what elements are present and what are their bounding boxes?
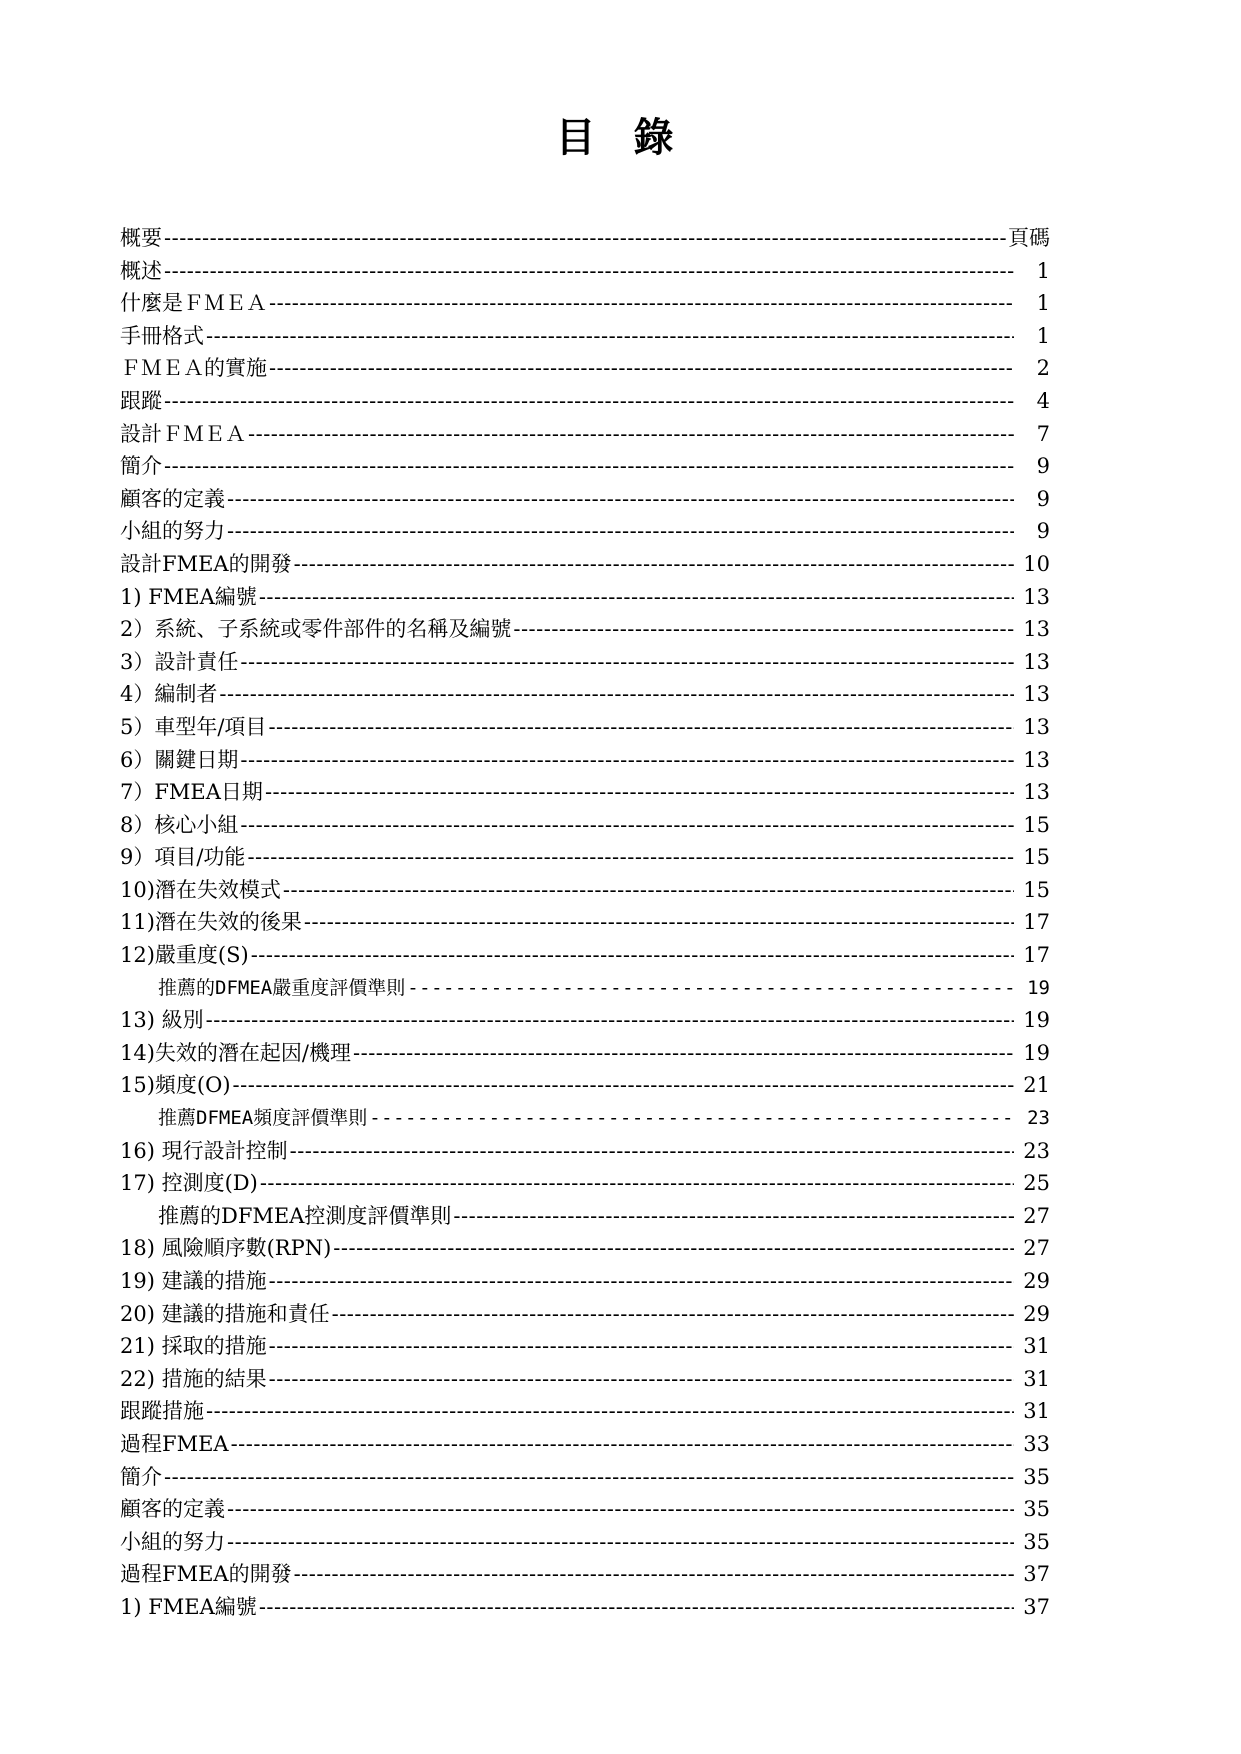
toc-dot-leader (251, 939, 1014, 972)
toc-entry-page-number: 35 (1023, 1497, 1050, 1522)
toc-entry-page-number: 13 (1023, 584, 1050, 609)
toc-entry-label: 手冊格式 (120, 323, 204, 348)
toc-entry-label: 20) 建議的措施和責任 (120, 1301, 330, 1326)
toc-entry[interactable] (120, 287, 1050, 320)
table-of-contents (120, 222, 1050, 1624)
toc-dot-leader (164, 385, 1014, 418)
toc-entry-page-number: 9 (1036, 454, 1050, 479)
toc-entry-label: 3）設計責任 (120, 649, 239, 674)
toc-entry-label: 簡介 (120, 1464, 162, 1489)
toc-entry[interactable] (120, 776, 1050, 809)
toc-entry[interactable] (120, 255, 1050, 288)
toc-entry-page-number: 31 (1023, 1399, 1050, 1424)
toc-entry-page-number: 15 (1023, 845, 1050, 870)
toc-entry-page-number: 23 (1027, 1107, 1050, 1130)
toc-entry[interactable] (120, 809, 1050, 842)
toc-entry-page-number: 1 (1036, 291, 1050, 316)
toc-entry-label: 11)潛在失效的後果 (120, 910, 302, 935)
page-title: 目 錄 (555, 114, 686, 161)
toc-entry-page-number: 15 (1023, 877, 1050, 902)
toc-entry[interactable] (120, 841, 1050, 874)
toc-entry[interactable] (120, 1037, 1050, 1070)
toc-entry-label: 21) 採取的措施 (120, 1334, 267, 1359)
toc-entry[interactable] (120, 1232, 1050, 1265)
toc-entry-label: 過程FMEA (120, 1431, 229, 1456)
toc-entry[interactable] (120, 906, 1050, 939)
toc-dot-leader (269, 1363, 1014, 1396)
toc-entry-label: 16) 現行設計控制 (120, 1138, 288, 1163)
toc-entry-label: 1) FMEA編號 (120, 1594, 257, 1619)
toc-entry[interactable] (120, 1004, 1050, 1037)
toc-dot-leader (265, 776, 1014, 809)
toc-dot-leader (206, 1395, 1014, 1428)
toc-entry[interactable] (120, 1298, 1050, 1331)
toc-entry-label: 12)嚴重度(S) (120, 943, 249, 968)
toc-entry[interactable] (120, 1363, 1050, 1396)
toc-entry-label: 什麼是ＦＭＥＡ (120, 291, 267, 316)
toc-entry[interactable] (120, 450, 1050, 483)
toc-entry[interactable] (120, 1461, 1050, 1494)
toc-entry-label: 推薦DFMEA頻度評價準則 (158, 1107, 368, 1130)
toc-entry-page-number: 9 (1036, 486, 1050, 511)
toc-entry-page-number: 1 (1036, 258, 1050, 283)
toc-entry[interactable] (120, 711, 1050, 744)
toc-entry[interactable] (120, 646, 1050, 679)
toc-entry[interactable] (120, 939, 1050, 972)
toc-entry-page-number: 35 (1023, 1529, 1050, 1554)
toc-entry-page-number: 29 (1023, 1269, 1050, 1293)
toc-entry-page-number: 25 (1023, 1171, 1050, 1196)
toc-entry-page-number: 19 (1023, 1040, 1050, 1065)
toc-entry-label: 設計FMEA的開發 (120, 551, 292, 576)
toc-dot-leader (227, 1526, 1014, 1559)
toc-entry[interactable] (120, 1526, 1050, 1559)
toc-entry-label: 7）FMEA日期 (120, 780, 263, 805)
toc-entry[interactable] (120, 222, 1050, 255)
toc-entry-page-number: 19 (1027, 976, 1050, 999)
toc-entry-page-number: 27 (1023, 1203, 1050, 1228)
toc-dot-leader (240, 646, 1014, 679)
toc-dot-leader (248, 418, 1014, 451)
toc-entry[interactable] (120, 352, 1050, 385)
toc-entry[interactable] (120, 972, 1050, 1005)
toc-entry-page-number: 頁碼 (1008, 226, 1050, 250)
toc-dot-leader (269, 1265, 1014, 1298)
toc-entry-label: ＦＭＥＡ的實施 (120, 356, 267, 381)
toc-dot-leader (259, 1591, 1014, 1624)
toc-dot-leader (219, 678, 1014, 711)
toc-dot-leader (294, 548, 1014, 581)
toc-entry-label: 19) 建議的措施 (120, 1269, 267, 1293)
toc-dot-leader (268, 711, 1014, 744)
toc-dot-leader (369, 1102, 1014, 1135)
toc-dot-leader (269, 352, 1014, 385)
toc-entry-label: 6）關鍵日期 (120, 747, 239, 772)
toc-entry-label: 1) FMEA編號 (120, 584, 257, 609)
toc-entry[interactable] (120, 1330, 1050, 1363)
toc-dot-leader (233, 1069, 1014, 1102)
toc-entry-page-number: 2 (1036, 356, 1050, 381)
toc-entry[interactable] (120, 1069, 1050, 1102)
toc-entry-page-number: 13 (1023, 714, 1050, 739)
toc-dot-leader (206, 1004, 1014, 1037)
toc-entry-page-number: 10 (1023, 551, 1050, 576)
toc-entry-label: 5）車型年/項目 (120, 714, 267, 739)
toc-entry-label: 小組的努力 (120, 519, 225, 544)
toc-entry[interactable] (120, 613, 1050, 646)
toc-entry[interactable] (120, 1558, 1050, 1591)
toc-entry[interactable] (120, 1493, 1050, 1526)
toc-entry-page-number: 21 (1023, 1073, 1050, 1098)
toc-entry-label: 18) 風險順序數(RPN) (120, 1236, 332, 1261)
toc-dot-leader (164, 1461, 1014, 1494)
toc-entry-label: 2）系統、子系統或零件部件的名稱及編號 (120, 617, 512, 642)
toc-dot-leader (353, 1037, 1014, 1070)
toc-entry[interactable] (120, 1428, 1050, 1461)
toc-entry-page-number: 13 (1023, 780, 1050, 805)
toc-entry-label: 顧客的定義 (120, 1497, 225, 1522)
toc-entry-label: 概要 (120, 226, 162, 250)
toc-entry-label: 15)頻度(O) (120, 1073, 231, 1098)
toc-dot-leader (227, 1493, 1014, 1526)
toc-entry-label: 10)潛在失效模式 (120, 877, 281, 902)
toc-entry-page-number: 4 (1036, 388, 1050, 413)
toc-entry-page-number: 13 (1023, 747, 1050, 772)
toc-entry[interactable] (120, 548, 1050, 581)
toc-dot-leader (513, 613, 1014, 646)
toc-dot-leader (407, 972, 1014, 1005)
toc-dot-leader (227, 483, 1014, 516)
toc-entry-page-number: 31 (1023, 1366, 1050, 1391)
toc-entry-label: 跟蹤措施 (120, 1399, 204, 1424)
toc-dot-leader (206, 320, 1014, 353)
toc-entry-label: 跟蹤 (120, 388, 162, 413)
toc-entry[interactable] (120, 1167, 1050, 1200)
toc-entry-page-number: 31 (1023, 1334, 1050, 1359)
toc-entry[interactable] (120, 320, 1050, 353)
toc-entry[interactable] (120, 515, 1050, 548)
toc-entry[interactable] (120, 1200, 1050, 1233)
toc-entry[interactable] (120, 418, 1050, 451)
toc-dot-leader (269, 1330, 1014, 1363)
toc-entry[interactable] (120, 1395, 1050, 1428)
toc-entry[interactable] (120, 483, 1050, 516)
toc-dot-leader (333, 1232, 1014, 1265)
toc-entry-page-number: 1 (1036, 323, 1050, 348)
toc-dot-leader (227, 515, 1014, 548)
toc-entry[interactable] (120, 1102, 1050, 1135)
toc-entry-page-number: 13 (1023, 649, 1050, 674)
toc-dot-leader (453, 1200, 1014, 1233)
toc-entry[interactable] (120, 678, 1050, 711)
toc-entry-page-number: 17 (1023, 910, 1050, 935)
toc-entry-page-number: 17 (1023, 943, 1050, 968)
toc-entry-label: 顧客的定義 (120, 486, 225, 511)
toc-entry-page-number: 37 (1023, 1594, 1050, 1619)
toc-dot-leader (294, 1558, 1014, 1591)
toc-entry[interactable] (120, 1265, 1050, 1298)
toc-entry-label: 推薦的DFMEA嚴重度評價準則 (158, 976, 406, 999)
toc-dot-leader (231, 1428, 1014, 1461)
toc-dot-leader (304, 906, 1014, 939)
toc-entry-label: 4）編制者 (120, 682, 218, 707)
toc-entry-page-number: 19 (1023, 1008, 1050, 1033)
toc-entry-page-number: 13 (1023, 682, 1050, 707)
toc-entry-label: 設計ＦＭＥＡ (120, 421, 246, 446)
toc-entry-page-number: 35 (1023, 1464, 1050, 1489)
toc-entry-label: 概述 (120, 258, 162, 283)
toc-entry-label: 14)失效的潛在起因/機理 (120, 1040, 351, 1065)
toc-entry-label: 22) 措施的結果 (120, 1366, 267, 1391)
toc-entry-page-number: 9 (1036, 519, 1050, 544)
toc-entry-page-number: 27 (1023, 1236, 1050, 1261)
toc-entry-page-number: 15 (1023, 812, 1050, 837)
toc-entry[interactable] (120, 1135, 1050, 1168)
toc-dot-leader (164, 450, 1014, 483)
toc-entry-label: 17) 控測度(D) (120, 1171, 258, 1196)
toc-entry[interactable] (120, 385, 1050, 418)
toc-dot-leader (164, 255, 1014, 288)
toc-dot-leader (260, 1167, 1014, 1200)
toc-entry-label: 簡介 (120, 454, 162, 479)
toc-dot-leader (164, 222, 1006, 255)
toc-entry-page-number: 37 (1023, 1562, 1050, 1587)
toc-entry-page-number: 33 (1023, 1431, 1050, 1456)
toc-dot-leader (240, 744, 1014, 777)
toc-dot-leader (290, 1135, 1014, 1168)
toc-entry-label: 推薦的DFMEA控測度評價準則 (158, 1203, 452, 1228)
toc-dot-leader (269, 287, 1014, 320)
toc-entry[interactable] (120, 874, 1050, 907)
toc-entry-label: 13) 級別 (120, 1008, 204, 1033)
toc-entry-page-number: 7 (1036, 421, 1050, 446)
toc-dot-leader (247, 841, 1014, 874)
toc-entry-page-number: 13 (1023, 617, 1050, 642)
toc-entry-label: 9）項目/功能 (120, 845, 246, 870)
toc-dot-leader (259, 581, 1014, 614)
toc-dot-leader (240, 809, 1014, 842)
toc-entry-page-number: 29 (1023, 1301, 1050, 1326)
toc-entry[interactable] (120, 581, 1050, 614)
toc-entry[interactable] (120, 1591, 1050, 1624)
toc-dot-leader (332, 1298, 1014, 1331)
toc-entry-label: 8）核心小組 (120, 812, 239, 837)
toc-entry-label: 過程FMEA的開發 (120, 1562, 292, 1587)
toc-dot-leader (283, 874, 1014, 907)
toc-entry-page-number: 23 (1023, 1138, 1050, 1163)
toc-entry[interactable] (120, 744, 1050, 777)
toc-entry-label: 小組的努力 (120, 1529, 225, 1554)
